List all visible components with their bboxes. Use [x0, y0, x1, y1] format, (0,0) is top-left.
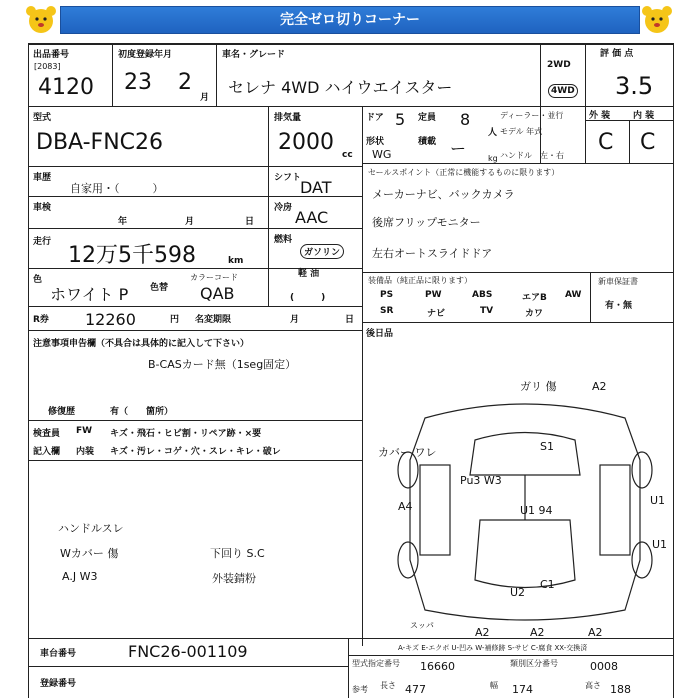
equip-item: TV — [480, 306, 494, 316]
model-label: 型式 — [33, 113, 52, 123]
shape-value: WG — [372, 148, 392, 161]
fuel-gasoline: ガソリン — [300, 244, 344, 259]
fuel-other: ( ) — [290, 293, 326, 303]
equip-item: カワ — [525, 309, 544, 319]
height-value: 188 — [610, 683, 631, 696]
equip-item: PW — [425, 290, 442, 300]
load-label: 積載 — [418, 137, 437, 147]
remark-line: A.J W3 — [62, 570, 98, 583]
name-label: 車名・グレード — [222, 50, 286, 60]
score-label: 評 価 点 — [600, 49, 634, 59]
first-reg-year: 23 — [124, 70, 152, 95]
inside-row: キズ・汚レ・コゲ・穴・スレ・キレ・破レ — [110, 447, 281, 457]
seats-label: 定員 — [418, 113, 437, 123]
dealer-label: ディーラー・並行 — [500, 111, 564, 120]
remark-line: Wカバー 傷 — [60, 547, 119, 560]
warranty-value: 有・無 — [605, 301, 633, 311]
int-label: 内 装 — [633, 111, 655, 121]
shape-label: 形状 — [366, 137, 385, 147]
header-banner — [0, 0, 700, 40]
bear-mascot-icon — [640, 3, 674, 37]
damage-mark: U1 — [650, 494, 666, 507]
name-change-label: 名変期限 — [195, 315, 232, 325]
equip-item: エアB — [522, 293, 547, 303]
inspector-label: 検査員 — [33, 429, 61, 439]
shift-value: DAT — [300, 178, 332, 197]
use-value: 自家用・（ ） — [70, 182, 164, 195]
mileage-value: 12万5千598 — [68, 243, 196, 268]
first-reg-unit: 月 — [200, 93, 210, 103]
damage-mark: A4 — [398, 500, 413, 513]
score-value: 3.5 — [615, 72, 654, 100]
lot-sub: [2083] — [34, 62, 61, 71]
inspection-label: 車検 — [33, 203, 52, 213]
model-year-label: モデル 年式 — [500, 127, 543, 136]
first-reg-month: 2 — [178, 70, 192, 95]
seats-unit: 人 — [488, 128, 498, 138]
length-value: 477 — [405, 683, 426, 696]
color-code: QAB — [200, 284, 235, 303]
equip-item: SR — [380, 306, 394, 316]
first-reg-label: 初度登録年月 — [118, 50, 173, 60]
ac-label: 冷房 — [274, 203, 293, 213]
equip-item: PS — [380, 290, 394, 300]
use-label: 車歴 — [33, 173, 52, 183]
repaint-label: 色替 — [150, 283, 169, 293]
car-name: セレナ 4WD ハイウエイスター — [228, 78, 453, 97]
name-change-month: 月 — [290, 315, 300, 325]
notes-value: B-CASカード無（1seg固定） — [148, 358, 297, 371]
drive-4wd: 4WD — [548, 84, 578, 98]
width-value: 174 — [512, 683, 533, 696]
chassis-label: 車台番号 — [40, 649, 77, 659]
fw-label: FW — [76, 426, 93, 436]
fw-row: キズ・飛石・ヒビ割・リペア跡・×要 — [110, 429, 262, 439]
seats-value: 8 — [460, 110, 471, 129]
remark-line: ハンドルスレ — [58, 522, 124, 535]
inside-label: 内装 — [76, 447, 95, 457]
damage-mark: U1 — [652, 538, 668, 551]
banner-title: 完全ゼロ切りコーナー — [60, 6, 640, 34]
handle-value: 左・右 — [540, 151, 564, 160]
inspection-day: 日 — [245, 217, 255, 227]
sales-line: 左右オートスライドドア — [372, 247, 493, 260]
ac-value: AAC — [295, 208, 329, 227]
length-label: 長さ — [380, 681, 396, 690]
damage-mark: S1 — [540, 440, 554, 453]
drive-2wd: 2WD — [547, 60, 571, 70]
shift-label: シフト — [274, 173, 302, 183]
damage-mark: スッパ — [410, 621, 434, 630]
equip-item: ABS — [472, 290, 493, 300]
equip-label: 装備品（純正品に限ります） — [368, 276, 472, 285]
recycle-label: R券 — [33, 315, 49, 325]
height-label: 高さ — [585, 681, 601, 690]
reg-label: 登録番号 — [40, 679, 77, 689]
disp-label: 排気量 — [274, 113, 302, 123]
fuel-label: 燃料 — [274, 235, 293, 245]
repair-label: 修復歴 — [48, 407, 76, 417]
doors-label: ドア — [366, 113, 384, 123]
width-label: 幅 — [490, 681, 498, 690]
remark-line: 外装錆粉 — [212, 572, 256, 585]
class-number-label: 類別区分番号 — [510, 659, 558, 668]
inspection-year: 年 — [118, 217, 128, 227]
sales-line: メーカーナビ、バックカメラ — [372, 188, 515, 201]
damage-mark: Pu3 W3 — [460, 474, 502, 487]
fuel-diesel: 軽 油 — [298, 269, 320, 279]
mileage-label: 走行 — [33, 237, 52, 247]
lot-label: 出品番号 — [33, 50, 70, 60]
inspector-entry-label: 記入欄 — [33, 447, 61, 457]
inspection-month: 月 — [185, 217, 195, 227]
mileage-unit: km — [228, 256, 244, 266]
model-value: DBA-FNC26 — [36, 130, 164, 155]
ext-grade: C — [598, 130, 614, 155]
diagram-legend: A-キズ E-エクボ U-凹み W-補修跡 S-サビ C-腐食 XX-交換済 — [398, 644, 588, 652]
class-number: 0008 — [590, 660, 618, 673]
damage-mark: U1 94 — [520, 504, 553, 517]
damage-mark: カバー ワレ — [378, 446, 437, 459]
warranty-label: 新車保証書 — [598, 277, 638, 286]
equip-item: ナビ — [427, 309, 446, 319]
load-unit: kg — [488, 154, 498, 163]
damage-mark: A2 — [530, 626, 545, 639]
ext-label: 外 装 — [589, 111, 611, 121]
sales-label: セールスポイント（正常に機能するものに限ります） — [368, 168, 560, 177]
lot-number: 4120 — [38, 75, 94, 100]
damage-mark: A2 — [588, 626, 603, 639]
damage-mark: U2 — [510, 586, 526, 599]
disp-value: 2000 — [278, 130, 334, 155]
damage-mark: ガリ 傷 — [520, 380, 557, 393]
doors-value: 5 — [395, 110, 406, 129]
spec-ref: 参考 — [352, 685, 368, 694]
sales-line: 後席フリップモニター — [372, 216, 481, 229]
color-label: 色 — [33, 275, 43, 285]
load-value: ー — [450, 139, 467, 158]
chassis-value: FNC26-001109 — [128, 642, 248, 661]
disp-unit: cc — [342, 150, 353, 160]
handle-label: ハンドル — [500, 151, 532, 160]
bear-mascot-icon — [24, 3, 58, 37]
recycle-value: 12260 — [85, 310, 136, 329]
rear-label: 後日品 — [366, 329, 394, 339]
name-change-day: 日 — [345, 315, 355, 325]
color-code-label: カラーコード — [190, 273, 238, 282]
type-number-label: 型式指定番号 — [352, 659, 400, 668]
type-number: 16660 — [420, 660, 455, 673]
int-grade: C — [640, 130, 656, 155]
remark-line: 下回り S.C — [210, 547, 265, 560]
repair-value: 有（ 箇所） — [110, 407, 174, 417]
recycle-unit: 円 — [170, 315, 180, 325]
color-value: ホワイト P — [50, 285, 129, 304]
damage-mark: A2 — [592, 380, 607, 393]
damage-mark: C1 — [540, 578, 555, 591]
equip-item: AW — [565, 290, 582, 300]
notes-label: 注意事項申告欄（不具合は具体的に記入して下さい） — [33, 339, 250, 349]
damage-mark: A2 — [475, 626, 490, 639]
